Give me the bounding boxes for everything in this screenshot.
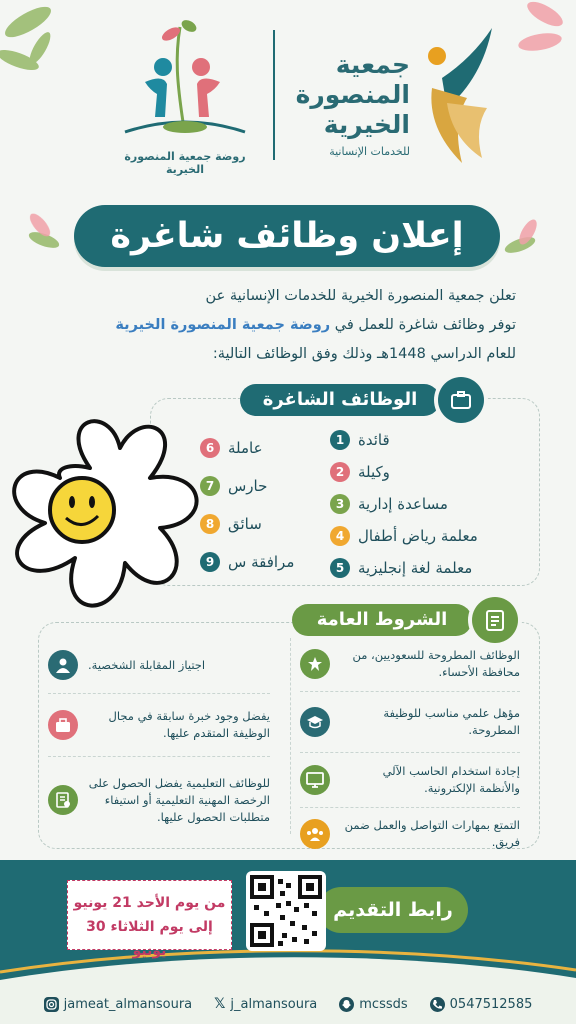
instagram-icon [44, 997, 59, 1012]
person-icon [48, 650, 78, 680]
emblem-icon [300, 649, 330, 679]
application-dates: من يوم الأحد 21 يونيو إلى يوم الثلاثاء 30 يونيو [67, 880, 232, 950]
footer-phone[interactable]: 0547512585 [430, 997, 533, 1012]
job-item: 1 قائدة [330, 428, 512, 452]
team-icon [300, 819, 330, 849]
condition-item: الوظائف المطروحة للسعوديين، من محافظة الأحساء. [300, 643, 520, 685]
footer-snapchat[interactable]: mcssds [339, 997, 407, 1012]
footer-x[interactable]: 𝕏 j_almansoura [214, 996, 318, 1012]
org-name: جمعية المنصورة الخيرية [295, 50, 410, 139]
announcement-title-banner [74, 205, 500, 267]
snapchat-icon [339, 997, 354, 1012]
apply-link-button[interactable] [318, 887, 468, 933]
jobs-right-column [330, 428, 512, 580]
phone-icon [430, 997, 445, 1012]
condition-item: للوظائف التعليمية يفضل الحصول على الرخصة المهنية التعليمية أو استيفاء متطلبات الحصول عليها. [48, 763, 270, 837]
condition-item: التمتع بمهارات التواصل والعمل ضمن فريق. [300, 814, 520, 854]
smiley-flower-sticker [0, 408, 215, 628]
briefcase-icon [48, 710, 78, 740]
smiley-face-icon [50, 478, 114, 542]
x-icon: 𝕏 [214, 996, 226, 1012]
job-item: 9 مرافقة س [200, 550, 298, 574]
job-item: 7 حارس [200, 474, 298, 498]
intro-paragraph: تعلن جمعية المنصورة الخيرية للخدمات الإنسانية عن توفر وظائف شاغرة للعمل في روضة جمعية المنصورة الخيرية للعام الدراسي 1448هـ وذلك وفق الوظائف التالية: [115, 288, 516, 362]
org-subtitle: للخدمات الإنسانية [329, 145, 410, 158]
apply-link-label: رابط التقديم [333, 899, 453, 921]
conditions-column-divider [290, 638, 291, 834]
apply-qr-code[interactable] [246, 871, 326, 951]
condition-item: يفضل وجود خبرة سابقة في مجال الوظيفة المتقدم عليها. [48, 700, 270, 750]
footer-contacts [0, 984, 576, 1024]
graduation-cap-icon [300, 707, 330, 737]
job-item: 2 وكيلة [330, 460, 512, 484]
qr-code-icon [246, 871, 326, 951]
announcement-title: إعلان وظائف شاغرة [110, 216, 464, 256]
kindergarten-logo-caption: روضة جمعية المنصورة الخيرية [124, 150, 246, 176]
kindergarten-logo [105, 12, 265, 176]
condition-item: إجادة استخدام الحاسب الآلي والأنظمة الإلكترونية. [300, 759, 520, 801]
clipboard-icon [472, 597, 518, 643]
conditions-right-column [300, 643, 520, 854]
jobs-section-header: الوظائف الشاغرة [240, 384, 440, 416]
condition-item: مؤهل علمي مناسب للوظيفة المطروحة. [300, 698, 520, 746]
conditions-left-column [48, 643, 270, 837]
job-item: 3 مساعدة إدارية [330, 492, 512, 516]
job-item: 5 معلمة لغة إنجليزية [330, 556, 512, 580]
kindergarten-name-highlight: روضة جمعية المنصورة الخيرية [115, 317, 331, 333]
certificate-icon [48, 785, 78, 815]
briefcase-icon [438, 377, 484, 423]
computer-monitor-icon [300, 765, 330, 795]
footer-instagram[interactable]: jameat_almansoura [44, 997, 193, 1012]
job-item: 4 معلمة رياض أطفال [330, 524, 512, 548]
job-item: 8 سائق [200, 512, 298, 536]
job-item: 6 عاملة [200, 436, 298, 460]
header-divider [273, 30, 275, 160]
conditions-section-header: الشروط العامة [292, 604, 472, 636]
condition-item: اجتياز المقابلة الشخصية. [48, 643, 270, 687]
org-wheat-logo-icon [412, 18, 502, 168]
children-figures-icon [105, 12, 265, 152]
